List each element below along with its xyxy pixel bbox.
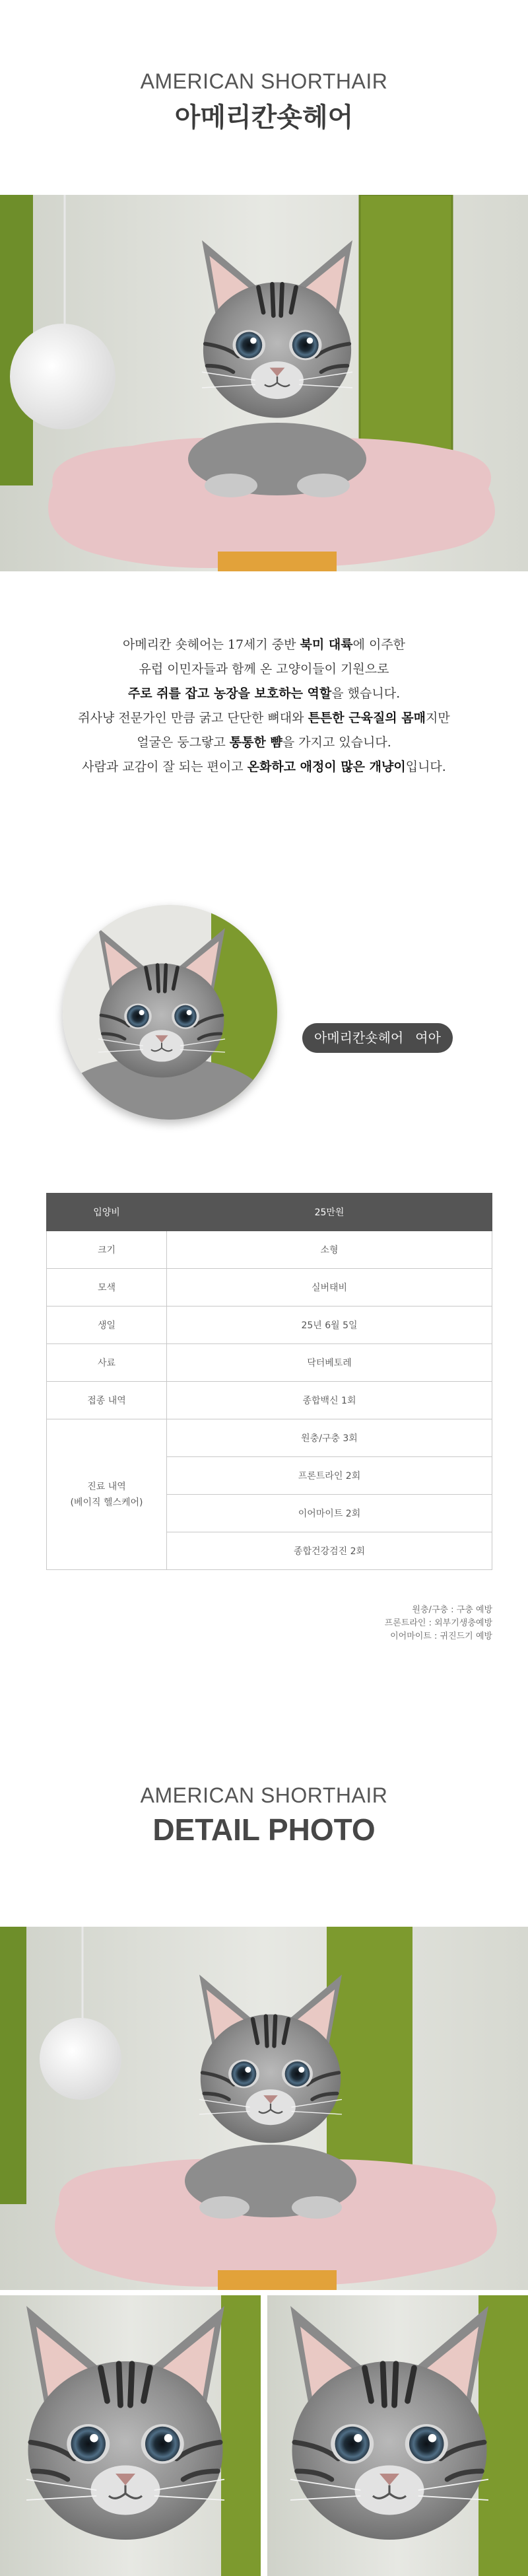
table-row xyxy=(47,1419,492,1457)
table-key: 사료 xyxy=(47,1344,167,1382)
medical-key-subline: (베이직 헬스케어) xyxy=(70,1497,143,1508)
intro-header xyxy=(0,69,528,134)
table-key-medical xyxy=(47,1419,167,1570)
breed-title-en: AMERICAN SHORTHAIR xyxy=(140,69,388,93)
detail-photo-2 xyxy=(0,2295,261,2576)
description-text: 입니다. xyxy=(405,760,446,774)
description-text: 쥐사냥 전문가인 만큼 굵고 단단한 뼈대와 xyxy=(78,711,308,725)
table-row xyxy=(47,1306,492,1344)
hero-kitten-photo xyxy=(0,195,528,571)
description-line xyxy=(0,706,528,731)
description-line xyxy=(0,657,528,682)
table-key: 모색 xyxy=(47,1269,167,1306)
table-value: 종합건강검진 2회 xyxy=(167,1532,492,1570)
breed-description xyxy=(0,633,528,779)
description-highlight: 튼튼한 근육질의 몸매 xyxy=(308,711,426,725)
note-line: 원충/구충 : 구충 예방 xyxy=(412,1605,492,1615)
table-key: 접종 내역 xyxy=(47,1382,167,1419)
table-value: 이어마이트 2회 xyxy=(167,1495,492,1532)
badge-gender: 여아 xyxy=(415,1030,441,1046)
description-line xyxy=(0,755,528,779)
description-text: 사람과 교감이 잘 되는 편이고 xyxy=(82,760,248,774)
breed-title-ko: 아메리칸숏헤어 xyxy=(174,102,354,133)
table-row xyxy=(47,1194,492,1231)
table-value: 25년 6월 5일 xyxy=(167,1306,492,1344)
description-text: 을 가지고 있습니다. xyxy=(282,735,391,750)
detail-title: DETAIL PHOTO xyxy=(152,1812,376,1847)
detail-title-en: AMERICAN SHORTHAIR xyxy=(140,1783,388,1807)
vaccine-notes xyxy=(385,1604,492,1643)
table-value: 실버태비 xyxy=(167,1269,492,1306)
detail-header xyxy=(0,1783,528,1847)
table-value: 소형 xyxy=(167,1231,492,1269)
detail-photo-3 xyxy=(267,2295,528,2576)
badge-breed: 아메리칸숏헤어 xyxy=(314,1030,404,1046)
description-highlight: 온화하고 애정이 많은 개냥이 xyxy=(247,760,406,774)
table-key: 크기 xyxy=(47,1231,167,1269)
kitten-info-table xyxy=(46,1193,492,1570)
kitten-profile-photo xyxy=(63,905,277,1120)
table-row xyxy=(47,1382,492,1419)
table-row xyxy=(47,1269,492,1306)
medical-key-line: 진료 내역 xyxy=(87,1481,126,1492)
description-text: 얼굴은 둥그랗고 xyxy=(137,735,230,750)
table-value: 종합백신 1회 xyxy=(167,1382,492,1419)
description-text: 지만 xyxy=(425,711,450,725)
table-value: 닥터베토레 xyxy=(167,1344,492,1382)
kitten-name-badge xyxy=(302,1023,453,1053)
detail-photo-1 xyxy=(0,1927,528,2290)
description-text: 아메리칸 숏헤어는 17세기 중반 xyxy=(122,637,300,652)
note-line: 이어마이트 : 귀진드기 예방 xyxy=(390,1631,492,1641)
description-highlight: 주로 쥐를 잡고 농장을 보호하는 역할 xyxy=(127,686,332,701)
description-text: 에 이주한 xyxy=(352,637,406,652)
description-highlight: 통통한 뺨 xyxy=(229,735,282,750)
description-highlight: 북미 대륙 xyxy=(300,637,353,652)
table-value: 원충/구충 3회 xyxy=(167,1419,492,1457)
table-key: 입양비 xyxy=(47,1194,167,1231)
description-text: 유럽 이민자들과 함께 온 고양이들이 기원으로 xyxy=(139,662,389,676)
table-value: 25만원 xyxy=(167,1194,492,1231)
description-line xyxy=(0,731,528,755)
note-line: 프론트라인 : 외부기생충예방 xyxy=(384,1618,492,1628)
table-key: 생일 xyxy=(47,1306,167,1344)
description-line xyxy=(0,682,528,706)
description-line xyxy=(0,633,528,657)
table-row xyxy=(47,1231,492,1269)
table-row xyxy=(47,1344,492,1382)
description-text: 을 했습니다. xyxy=(331,686,401,701)
table-value: 프론트라인 2회 xyxy=(167,1457,492,1495)
